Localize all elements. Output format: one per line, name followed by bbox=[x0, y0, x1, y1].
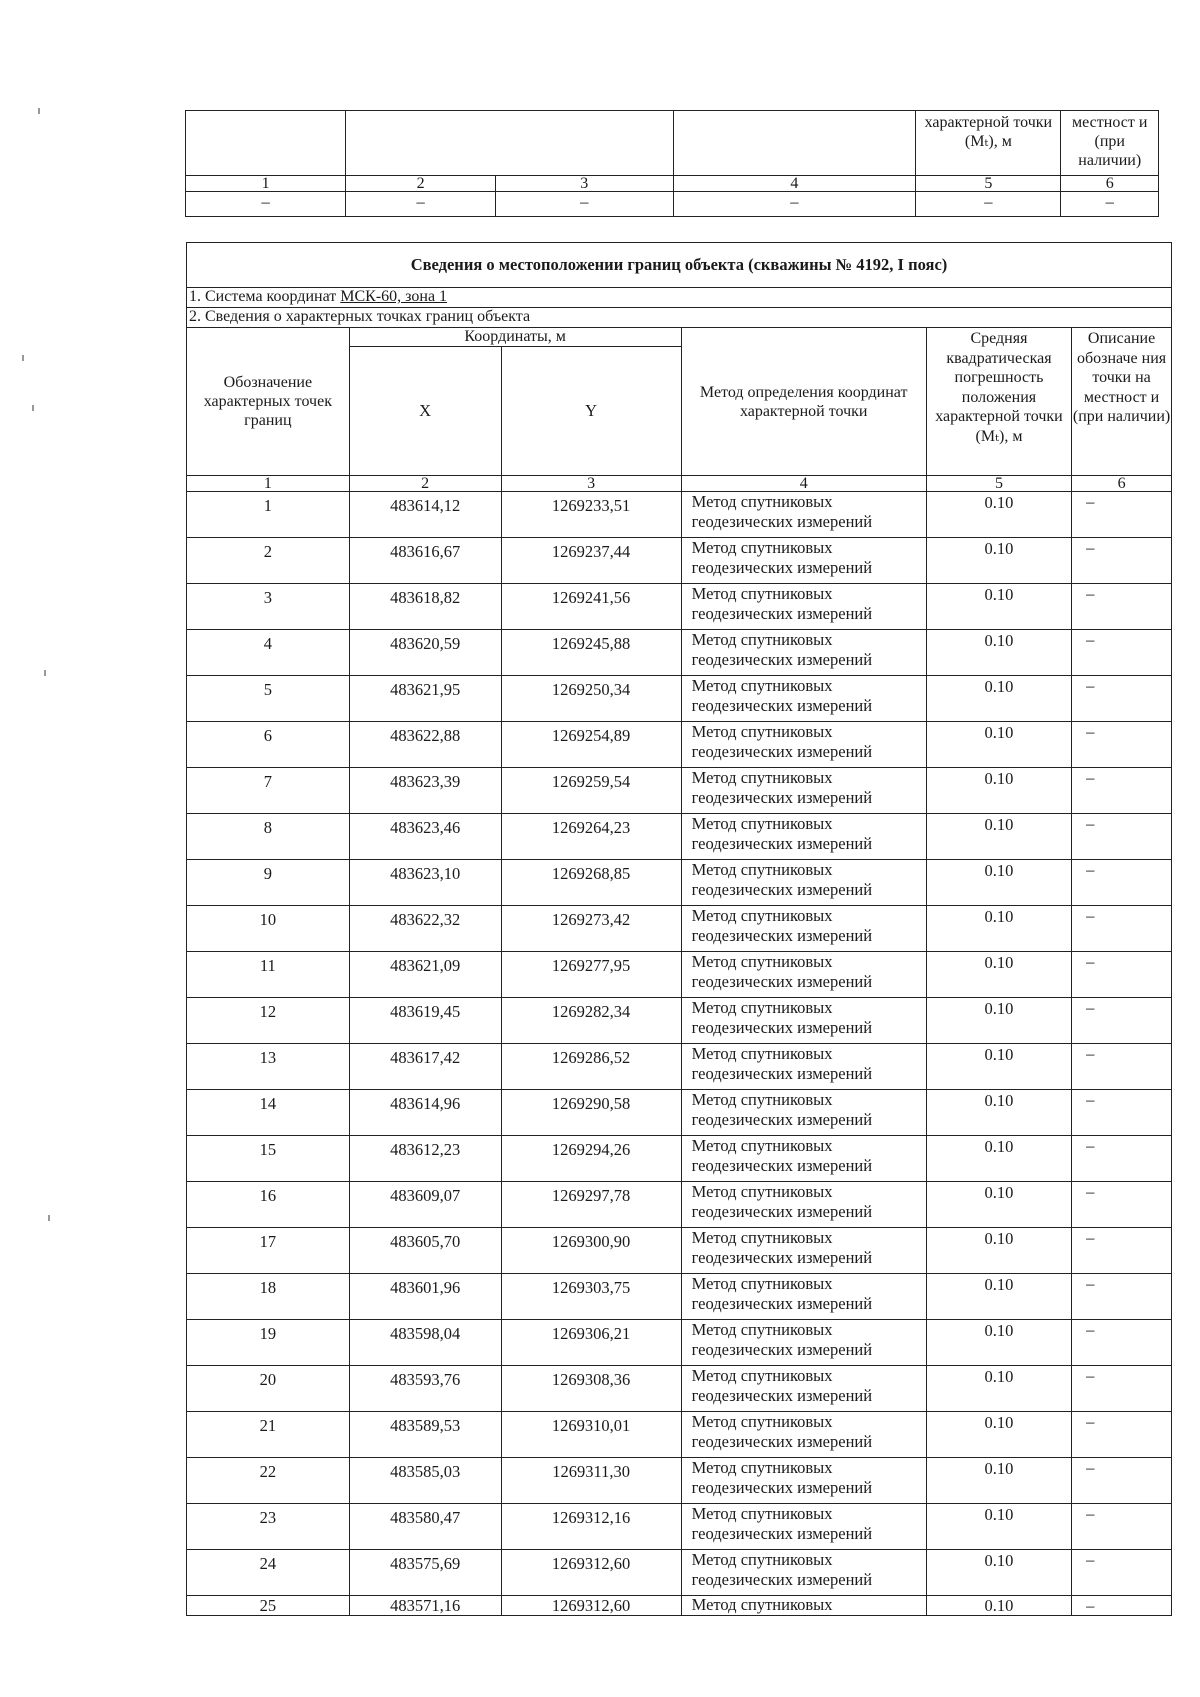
error-value: 0.10 bbox=[926, 1320, 1071, 1366]
scan-speck bbox=[22, 355, 24, 361]
table-row-last bbox=[187, 1596, 1172, 1616]
point-number: 12 bbox=[187, 998, 350, 1044]
error-value: 0.10 bbox=[926, 1274, 1071, 1320]
method-cell bbox=[681, 1044, 926, 1090]
method-cell bbox=[681, 1090, 926, 1136]
description-value: – bbox=[1072, 1412, 1172, 1458]
coord-x: 483617,42 bbox=[349, 1044, 501, 1090]
method-cell bbox=[681, 676, 926, 722]
coord-x: 483623,10 bbox=[349, 860, 501, 906]
table-row bbox=[187, 1412, 1172, 1458]
coord-x: 483605,70 bbox=[349, 1228, 501, 1274]
col-num-1: 1 bbox=[187, 476, 350, 492]
method-line-2: геодезических измерений bbox=[691, 1064, 873, 1083]
method-cell bbox=[681, 768, 926, 814]
table-row bbox=[187, 1504, 1172, 1550]
top-dash-row bbox=[186, 192, 1159, 217]
col-num-3: 3 bbox=[501, 476, 681, 492]
method-line-1: Метод спутниковых bbox=[691, 1412, 833, 1431]
method-line-1: Метод спутниковых bbox=[691, 630, 833, 649]
method-line-2: геодезических измерений bbox=[691, 1248, 873, 1267]
scan-speck bbox=[32, 405, 34, 411]
top-col-num-6: 6 bbox=[1061, 176, 1159, 192]
coord-system-value: МСК-60, зона 1 bbox=[340, 288, 448, 305]
error-value: 0.10 bbox=[926, 1136, 1071, 1182]
description-value: – bbox=[1072, 860, 1172, 906]
coord-x: 483623,46 bbox=[349, 814, 501, 860]
point-number: 6 bbox=[187, 722, 350, 768]
coord-y: 1269312,60 bbox=[501, 1550, 681, 1596]
error-value: 0.10 bbox=[926, 1458, 1071, 1504]
coord-x: 483598,04 bbox=[349, 1320, 501, 1366]
point-number: 19 bbox=[187, 1320, 350, 1366]
top-header-col6: местност и (при наличии) bbox=[1061, 111, 1159, 176]
description-value: – bbox=[1072, 1596, 1172, 1616]
method-line-2: геодезических измерений bbox=[691, 1524, 873, 1543]
error-value: 0.10 bbox=[926, 538, 1071, 584]
table-row bbox=[187, 1320, 1172, 1366]
table-row bbox=[187, 1136, 1172, 1182]
coord-x: 483621,09 bbox=[349, 952, 501, 998]
col-num-5: 5 bbox=[926, 476, 1071, 492]
table-row bbox=[187, 1458, 1172, 1504]
data-rows bbox=[187, 492, 1172, 1596]
point-number: 16 bbox=[187, 1182, 350, 1228]
method-line-1: Метод спутниковых bbox=[691, 1044, 833, 1063]
description-value: – bbox=[1072, 1044, 1172, 1090]
method-cell bbox=[681, 630, 926, 676]
dash-cell: – bbox=[495, 192, 673, 217]
error-value: 0.10 bbox=[926, 1090, 1071, 1136]
description-value: – bbox=[1072, 538, 1172, 584]
method-cell bbox=[681, 1412, 926, 1458]
coord-x: 483571,16 bbox=[349, 1596, 501, 1616]
top-header-row bbox=[186, 111, 1159, 176]
scan-speck bbox=[44, 670, 46, 676]
col-num-6: 6 bbox=[1072, 476, 1172, 492]
table-row bbox=[187, 1274, 1172, 1320]
coord-y: 1269290,58 bbox=[501, 1090, 681, 1136]
coord-x: 483580,47 bbox=[349, 1504, 501, 1550]
error-value: 0.10 bbox=[926, 814, 1071, 860]
point-number: 18 bbox=[187, 1274, 350, 1320]
header-designation: Обозначение характерных точек границ bbox=[187, 328, 350, 476]
method-cell bbox=[681, 1458, 926, 1504]
header-error: Средняя квадратическая погрешность положения характерной точки (Mₜ), м bbox=[926, 328, 1071, 476]
coord-system-row bbox=[187, 288, 1172, 308]
point-number: 15 bbox=[187, 1136, 350, 1182]
error-value: 0.10 bbox=[926, 1366, 1071, 1412]
method-line-1: Метод спутниковых bbox=[691, 1090, 833, 1109]
top-col-num-2: 2 bbox=[346, 176, 496, 192]
method-line-2: геодезических измерений bbox=[691, 1202, 873, 1221]
method-cell bbox=[681, 1504, 926, 1550]
method-line-1: Метод спутниковых bbox=[691, 998, 833, 1017]
method-line-2: геодезических измерений bbox=[691, 604, 873, 623]
coord-y: 1269294,26 bbox=[501, 1136, 681, 1182]
coord-y: 1269254,89 bbox=[501, 722, 681, 768]
coord-y: 1269245,88 bbox=[501, 630, 681, 676]
main-col-numbers-row bbox=[187, 476, 1172, 492]
method-line-2: геодезических измерений bbox=[691, 880, 873, 899]
method-line-2: геодезических измерений bbox=[691, 788, 873, 807]
scan-speck bbox=[48, 1215, 50, 1221]
top-col-num-5: 5 bbox=[916, 176, 1061, 192]
coord-x: 483614,96 bbox=[349, 1090, 501, 1136]
error-value: 0.10 bbox=[926, 860, 1071, 906]
method-cell bbox=[681, 1274, 926, 1320]
method-line-1: Метод спутниковых bbox=[691, 1320, 833, 1339]
description-value: – bbox=[1072, 1320, 1172, 1366]
coord-x: 483575,69 bbox=[349, 1550, 501, 1596]
method-line-1: Метод спутниковых bbox=[691, 906, 833, 925]
point-number: 23 bbox=[187, 1504, 350, 1550]
coord-y: 1269259,54 bbox=[501, 768, 681, 814]
point-number: 9 bbox=[187, 860, 350, 906]
dash-cell: – bbox=[346, 192, 496, 217]
table-row bbox=[187, 492, 1172, 538]
coord-system-prefix: 1. Система координат bbox=[189, 288, 341, 305]
error-value: 0.10 bbox=[926, 1044, 1071, 1090]
coord-x: 483622,88 bbox=[349, 722, 501, 768]
coord-x: 483614,12 bbox=[349, 492, 501, 538]
header-description: Описание обозначе ния точки на местност и (при наличии) bbox=[1072, 328, 1172, 476]
method-line-1: Метод спутниковых bbox=[691, 814, 833, 833]
description-value: – bbox=[1072, 1274, 1172, 1320]
method-line-1: Метод спутниковых bbox=[691, 676, 833, 695]
table-row bbox=[187, 676, 1172, 722]
point-number: 7 bbox=[187, 768, 350, 814]
coord-x: 483623,39 bbox=[349, 768, 501, 814]
point-number: 2 bbox=[187, 538, 350, 584]
coord-y: 1269250,34 bbox=[501, 676, 681, 722]
method-line-2: геодезических измерений bbox=[691, 650, 873, 669]
dash-cell: – bbox=[916, 192, 1061, 217]
method-line-2: геодезических измерений bbox=[691, 1340, 873, 1359]
coord-y: 1269312,16 bbox=[501, 1504, 681, 1550]
dash-cell: – bbox=[1061, 192, 1159, 217]
header-y: Y bbox=[501, 347, 681, 476]
method-cell: Метод спутниковых bbox=[681, 1596, 926, 1616]
error-value: 0.10 bbox=[926, 1550, 1071, 1596]
error-value: 0.10 bbox=[926, 1504, 1071, 1550]
coord-x: 483616,67 bbox=[349, 538, 501, 584]
points-info-row bbox=[187, 308, 1172, 328]
method-line-2: геодезических измерений bbox=[691, 926, 873, 945]
coord-x: 483589,53 bbox=[349, 1412, 501, 1458]
description-value: – bbox=[1072, 676, 1172, 722]
method-cell bbox=[681, 998, 926, 1044]
boundary-points-table bbox=[186, 242, 1172, 1616]
error-value: 0.10 bbox=[926, 768, 1071, 814]
error-value: 0.10 bbox=[926, 1596, 1071, 1616]
method-line-2: геодезических измерений bbox=[691, 972, 873, 991]
description-value: – bbox=[1072, 1182, 1172, 1228]
header-x: X bbox=[349, 347, 501, 476]
table-row bbox=[187, 584, 1172, 630]
table-row bbox=[187, 860, 1172, 906]
description-value: – bbox=[1072, 1366, 1172, 1412]
point-number: 4 bbox=[187, 630, 350, 676]
method-cell bbox=[681, 1366, 926, 1412]
method-line-1: Метод спутниковых bbox=[691, 584, 833, 603]
description-value: – bbox=[1072, 630, 1172, 676]
point-number: 5 bbox=[187, 676, 350, 722]
table-row bbox=[187, 1090, 1172, 1136]
table-row bbox=[187, 998, 1172, 1044]
error-value: 0.10 bbox=[926, 906, 1071, 952]
error-value: 0.10 bbox=[926, 1182, 1071, 1228]
error-value: 0.10 bbox=[926, 998, 1071, 1044]
coord-y: 1269308,36 bbox=[501, 1366, 681, 1412]
coord-y: 1269303,75 bbox=[501, 1274, 681, 1320]
point-number: 21 bbox=[187, 1412, 350, 1458]
coord-y: 1269310,01 bbox=[501, 1412, 681, 1458]
top-table-fragment bbox=[185, 110, 1159, 217]
method-line-1: Метод спутниковых bbox=[691, 952, 833, 971]
error-value: 0.10 bbox=[926, 722, 1071, 768]
description-value: – bbox=[1072, 1550, 1172, 1596]
col-num-4: 4 bbox=[681, 476, 926, 492]
method-line-2: геодезических измерений bbox=[691, 1478, 873, 1497]
table-row bbox=[187, 1182, 1172, 1228]
coord-y: 1269233,51 bbox=[501, 492, 681, 538]
coord-y: 1269268,85 bbox=[501, 860, 681, 906]
coord-x: 483621,95 bbox=[349, 676, 501, 722]
method-cell bbox=[681, 538, 926, 584]
method-cell bbox=[681, 722, 926, 768]
method-line-2: геодезических измерений bbox=[691, 558, 873, 577]
header-coordinates: Координаты, м bbox=[349, 328, 681, 347]
description-value: – bbox=[1072, 998, 1172, 1044]
coord-y: 1269297,78 bbox=[501, 1182, 681, 1228]
error-value: 0.10 bbox=[926, 1412, 1071, 1458]
points-info: 2. Сведения о характерных точках границ объекта bbox=[187, 308, 1172, 328]
method-line-2: геодезических измерений bbox=[691, 1294, 873, 1313]
section-title: Сведения о местоположении границ объекта (скважины № 4192, I пояс) bbox=[187, 243, 1172, 288]
description-value: – bbox=[1072, 814, 1172, 860]
point-number: 24 bbox=[187, 1550, 350, 1596]
point-number: 1 bbox=[187, 492, 350, 538]
method-line-2: геодезических измерений bbox=[691, 1432, 873, 1451]
point-number: 17 bbox=[187, 1228, 350, 1274]
description-value: – bbox=[1072, 584, 1172, 630]
top-col-numbers-row bbox=[186, 176, 1159, 192]
coord-x: 483609,07 bbox=[349, 1182, 501, 1228]
method-cell bbox=[681, 1228, 926, 1274]
error-value: 0.10 bbox=[926, 492, 1071, 538]
method-cell bbox=[681, 1320, 926, 1366]
table-row bbox=[187, 1366, 1172, 1412]
coord-y: 1269311,30 bbox=[501, 1458, 681, 1504]
point-number: 3 bbox=[187, 584, 350, 630]
coord-y: 1269241,56 bbox=[501, 584, 681, 630]
table-row bbox=[187, 722, 1172, 768]
method-line-1: Метод спутниковых bbox=[691, 1504, 833, 1523]
coord-y: 1269306,21 bbox=[501, 1320, 681, 1366]
method-line-1: Метод спутниковых bbox=[691, 1458, 833, 1477]
coord-y: 1269300,90 bbox=[501, 1228, 681, 1274]
header-method: Метод определения координат характерной точки bbox=[681, 328, 926, 476]
table-row bbox=[187, 814, 1172, 860]
coord-y: 1269277,95 bbox=[501, 952, 681, 998]
method-cell bbox=[681, 814, 926, 860]
point-number: 13 bbox=[187, 1044, 350, 1090]
error-value: 0.10 bbox=[926, 630, 1071, 676]
description-value: – bbox=[1072, 1136, 1172, 1182]
method-line-2: геодезических измерений bbox=[691, 1018, 873, 1037]
coord-y: 1269237,44 bbox=[501, 538, 681, 584]
col-num-2: 2 bbox=[349, 476, 501, 492]
coord-x: 483601,96 bbox=[349, 1274, 501, 1320]
table-row bbox=[187, 1044, 1172, 1090]
coord-x: 483585,03 bbox=[349, 1458, 501, 1504]
dash-cell: – bbox=[673, 192, 916, 217]
table-row bbox=[187, 538, 1172, 584]
coord-x: 483620,59 bbox=[349, 630, 501, 676]
coord-y: 1269264,23 bbox=[501, 814, 681, 860]
coord-y: 1269286,52 bbox=[501, 1044, 681, 1090]
table-row bbox=[187, 906, 1172, 952]
coord-x: 483618,82 bbox=[349, 584, 501, 630]
main-header-row-1 bbox=[187, 328, 1172, 347]
method-line-1: Метод спутниковых bbox=[691, 1136, 833, 1155]
coord-y: 1269282,34 bbox=[501, 998, 681, 1044]
top-col-num-3: 3 bbox=[495, 176, 673, 192]
point-number: 10 bbox=[187, 906, 350, 952]
scan-speck bbox=[38, 108, 40, 114]
error-value: 0.10 bbox=[926, 676, 1071, 722]
description-value: – bbox=[1072, 1504, 1172, 1550]
description-value: – bbox=[1072, 768, 1172, 814]
table-row bbox=[187, 1550, 1172, 1596]
method-cell bbox=[681, 1182, 926, 1228]
description-value: – bbox=[1072, 722, 1172, 768]
point-number: 8 bbox=[187, 814, 350, 860]
description-value: – bbox=[1072, 906, 1172, 952]
method-line-1: Метод спутниковых bbox=[691, 1228, 833, 1247]
description-value: – bbox=[1072, 1228, 1172, 1274]
method-cell bbox=[681, 584, 926, 630]
method-cell bbox=[681, 1550, 926, 1596]
table-row bbox=[187, 768, 1172, 814]
point-number: 25 bbox=[187, 1596, 350, 1616]
coord-x: 483622,32 bbox=[349, 906, 501, 952]
point-number: 20 bbox=[187, 1366, 350, 1412]
method-cell bbox=[681, 906, 926, 952]
description-value: – bbox=[1072, 1458, 1172, 1504]
method-line-2: геодезических измерений bbox=[691, 1156, 873, 1175]
coord-y: 1269273,42 bbox=[501, 906, 681, 952]
method-line-2: геодезических измерений bbox=[691, 696, 873, 715]
section-title-row bbox=[187, 243, 1172, 288]
method-line-1: Метод спутниковых bbox=[691, 1274, 833, 1293]
table-row bbox=[187, 1228, 1172, 1274]
method-line-2: геодезических измерений bbox=[691, 1386, 873, 1405]
method-line-2: геодезических измерений bbox=[691, 834, 873, 853]
point-number: 22 bbox=[187, 1458, 350, 1504]
method-line-2: геодезических измерений bbox=[691, 512, 873, 531]
method-line-1: Метод спутниковых bbox=[691, 1182, 833, 1201]
top-col-num-1: 1 bbox=[186, 176, 346, 192]
coord-x: 483593,76 bbox=[349, 1366, 501, 1412]
error-value: 0.10 bbox=[926, 952, 1071, 998]
method-line-1: Метод спутниковых bbox=[691, 722, 833, 741]
point-number: 11 bbox=[187, 952, 350, 998]
method-line-2: геодезических измерений bbox=[691, 1110, 873, 1129]
method-cell bbox=[681, 952, 926, 998]
method-line-1: Метод спутниковых bbox=[691, 860, 833, 879]
method-cell bbox=[681, 860, 926, 906]
coord-x: 483619,45 bbox=[349, 998, 501, 1044]
error-value: 0.10 bbox=[926, 584, 1071, 630]
table-row bbox=[187, 952, 1172, 998]
table-row bbox=[187, 630, 1172, 676]
coord-system-line bbox=[187, 288, 1172, 308]
method-line-1: Метод спутниковых bbox=[691, 1550, 833, 1569]
point-number: 14 bbox=[187, 1090, 350, 1136]
method-line-2: геодезических измерений bbox=[691, 1570, 873, 1589]
description-value: – bbox=[1072, 1090, 1172, 1136]
error-value: 0.10 bbox=[926, 1228, 1071, 1274]
method-cell bbox=[681, 492, 926, 538]
method-line-1: Метод спутниковых bbox=[691, 492, 833, 511]
coord-y: 1269312,60 bbox=[501, 1596, 681, 1616]
description-value: – bbox=[1072, 492, 1172, 538]
method-line-1: Метод спутниковых bbox=[691, 538, 833, 557]
coord-x: 483612,23 bbox=[349, 1136, 501, 1182]
description-value: – bbox=[1072, 952, 1172, 998]
method-line-1: Метод спутниковых bbox=[691, 768, 833, 787]
dash-cell: – bbox=[186, 192, 346, 217]
method-line-2: геодезических измерений bbox=[691, 742, 873, 761]
method-cell bbox=[681, 1136, 926, 1182]
method-line-1: Метод спутниковых bbox=[691, 1366, 833, 1385]
top-col-num-4: 4 bbox=[673, 176, 916, 192]
top-header-col5: характерной точки (Mₜ), м bbox=[916, 111, 1061, 176]
